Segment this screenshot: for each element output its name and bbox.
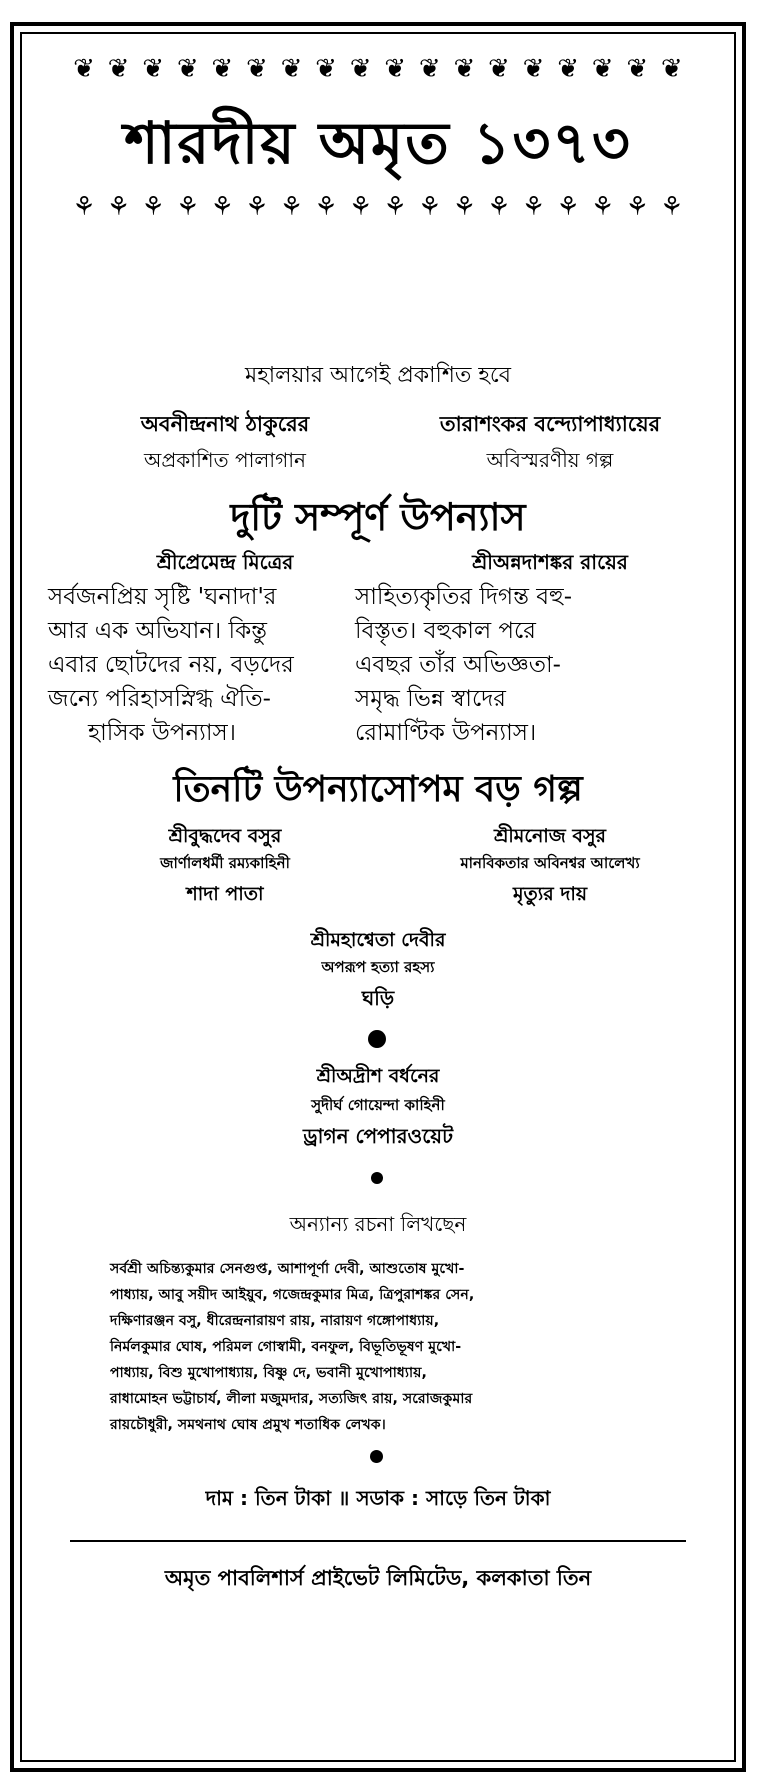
story-left-subtitle: জার্ণালধর্মী রম্যকাহিনী [160, 854, 290, 872]
others-line: নির্মলকুমার ঘোষ, পরিমল গোস্বামী, বনফুল, বিভূতিভূষণ মুখো- [110, 1339, 462, 1355]
novel-right-author: শ্রীঅন্নদাশঙ্কর রায়ের [472, 550, 628, 574]
others-line: রাধামোহন ভট্টাচার্য, লীলা মজুমদার, সত্যজিৎ রায়, সরোজকুমার [110, 1391, 473, 1407]
novel-right-line: সমৃদ্ধ ভিন্ন স্বাদের [355, 686, 506, 712]
novel-right-line: সাহিত্যকৃতির দিগন্ত বহু- [355, 584, 573, 610]
floral-ornament-icon: ⚘ [556, 192, 580, 222]
stories-heading: তিনটি উপন্যাসোপম বড় গল্প [173, 769, 583, 810]
novel-right-description [355, 580, 572, 750]
floral-ornament-icon: ⚘ [383, 192, 407, 222]
floral-ornament-icon: ⚘ [279, 192, 304, 222]
floral-ornament-icon: ❦ [453, 54, 476, 84]
floral-ornament-icon: ⚘ [141, 192, 165, 222]
others-line: রায়চৌধুরী, সমথনাথ ঘোষ প্রমুখ শতাধিক লেখক। [110, 1417, 386, 1433]
others-heading: অন্যান্য রচনা লিখছেন [289, 1212, 467, 1236]
story-right-subtitle: মানবিকতার অবিনশ্বর আলেখ্য [460, 854, 640, 872]
floral-ornament-icon: ❦ [315, 54, 337, 84]
detective-author: শ্রীঅদ্রীশ বর্ধনের [316, 1065, 440, 1087]
floral-ornament-icon: ⚘ [660, 192, 684, 222]
floral-ornament-icon: ❦ [522, 54, 545, 84]
novels-heading: দুটি সম্পূর্ণ উপন্যাস [230, 495, 526, 539]
story-center-name: ঘড়ি [361, 986, 395, 1010]
novel-right-line: বিস্তৃত। বহুকাল পরে [355, 618, 536, 644]
floral-ornament-icon: ❦ [349, 54, 372, 84]
floral-ornament-icon: ❦ [488, 54, 510, 84]
novel-left-line: জন্যে পরিহাসস্নিগ্ধ ঐতি- [48, 686, 271, 712]
floral-ornament-icon: ⚘ [210, 192, 234, 222]
separator-dot [370, 1450, 383, 1463]
floral-ornament-icon: ⚘ [452, 192, 477, 222]
floral-ornament-icon: ❦ [280, 54, 303, 84]
floral-ornament-icon: ⚘ [521, 192, 546, 222]
story-left-author: শ্রীবুদ্ধদেব বসুর [168, 825, 282, 847]
floral-ornament-icon: ⚘ [245, 192, 269, 222]
floral-ornament-icon: ❦ [660, 54, 683, 84]
feature-right-work: অবিস্মরণীয় গল্প [486, 448, 614, 472]
others-line: পাধ্যায়, আবু সয়ীদ আইয়ুব, গজেন্দ্রকুমার মিত্র, ত্রিপুরাশঙ্কর সেন, [110, 1287, 475, 1303]
floral-ornament-icon: ⚘ [348, 192, 373, 222]
floral-ornament-icon: ⚘ [72, 192, 96, 222]
others-line: পাধ্যায়, বিশু মুখোপাধ্যায়, বিষ্ণু দে, ভবানী মুখোপাধ্যায়, [110, 1365, 427, 1381]
novel-left-line: সর্বজনপ্রিয় সৃষ্টি 'ঘনাদা'র [48, 584, 277, 610]
detective-subtitle: সুদীর্ঘ গোয়েন্দা কাহিনী [311, 1096, 445, 1114]
floral-ornament-icon: ❦ [211, 54, 234, 84]
floral-ornament-icon: ⚘ [625, 192, 649, 222]
advertisement [30, 40, 726, 1750]
floral-ornament-icon: ❦ [626, 54, 649, 84]
story-left-name: শাদা পাতা [186, 883, 264, 905]
bottom-ornament-row [70, 192, 686, 222]
separator-dot [371, 1172, 383, 1184]
floral-ornament-icon: ❦ [107, 54, 130, 84]
floral-ornament-icon: ⚘ [106, 192, 131, 222]
announcement: মহালয়ার আগেই প্রকাশিত হবে [245, 363, 511, 388]
floral-ornament-icon: ❦ [591, 54, 614, 84]
detective-name: ড্রাগন পেপারওয়েট [303, 1124, 453, 1148]
story-right-name: মৃত্যুর দায় [512, 883, 588, 905]
story-center-subtitle: অপরূপ হত্যা রহস্য [321, 958, 435, 976]
floral-ornament-icon: ⚘ [418, 192, 442, 222]
feature-left-work: অপ্রকাশিত পালাগান [144, 448, 306, 472]
novel-right-line: রোমাণ্টিক উপন্যাস। [355, 720, 537, 746]
feature-right-author: তারাশংকর বন্দ্যোপাধ্যায়ের [439, 412, 661, 436]
novel-left-description [48, 580, 294, 750]
floral-ornament-icon: ❦ [557, 54, 579, 84]
floral-ornament-icon: ⚘ [314, 192, 338, 222]
novel-left-line: এবার ছোটদের নয়, বড়দের [48, 652, 294, 678]
floral-ornament-icon: ❦ [384, 54, 407, 84]
others-list [110, 1256, 658, 1438]
price-line: দাম : তিন টাকা ॥ সডাক : সাড়ে তিন টাকা [205, 1486, 551, 1510]
floral-ornament-icon: ❦ [176, 54, 199, 84]
others-line: দক্ষিণারঞ্জন বসু, ধীরেন্দ্রনারায়ণ রায়, নারায়ণ গঙ্গোপাধ্যায়, [110, 1313, 440, 1329]
floral-ornament-icon: ⚘ [176, 192, 200, 222]
floral-ornament-icon: ⚘ [591, 192, 615, 222]
story-right-author: শ্রীমনোজ বসুর [494, 825, 606, 847]
novel-left-line: আর এক অভিযান। কিন্তু [48, 618, 268, 644]
floral-ornament-icon: ❦ [245, 54, 268, 84]
novel-right-line: এবছর তাঁর অভিজ্ঞতা- [355, 652, 561, 678]
top-ornament-row [70, 54, 686, 84]
publisher-line: অমৃত পাবলিশার্স প্রাইভেট লিমিটেড, কলকাতা তিন [164, 1566, 592, 1590]
story-center-author: শ্রীমহাশ্বেতা দেবীর [310, 929, 446, 951]
floral-ornament-icon: ❦ [142, 54, 165, 84]
feature-left-author: অবনীন্দ্রনাথ ঠাকুরের [140, 412, 310, 436]
others-line: সর্বশ্রী অচিন্ত্যকুমার সেনগুপ্ত, আশাপূর্ণা দেবী, আশুতোষ মুখো- [110, 1261, 465, 1277]
novel-left-author: শ্রীপ্রেমেন্দ্র মিত্রের [156, 550, 294, 574]
floral-ornament-icon: ⚘ [487, 192, 511, 222]
novel-left-line: হাসিক উপন্যাস। [88, 720, 236, 746]
floral-ornament-icon: ❦ [418, 54, 441, 84]
floral-ornament-icon: ❦ [73, 54, 95, 84]
magazine-title: শারদীয় অমৃত ১৩৭৩ [124, 109, 632, 177]
divider-line [70, 1540, 686, 1542]
separator-dot [368, 1030, 386, 1048]
